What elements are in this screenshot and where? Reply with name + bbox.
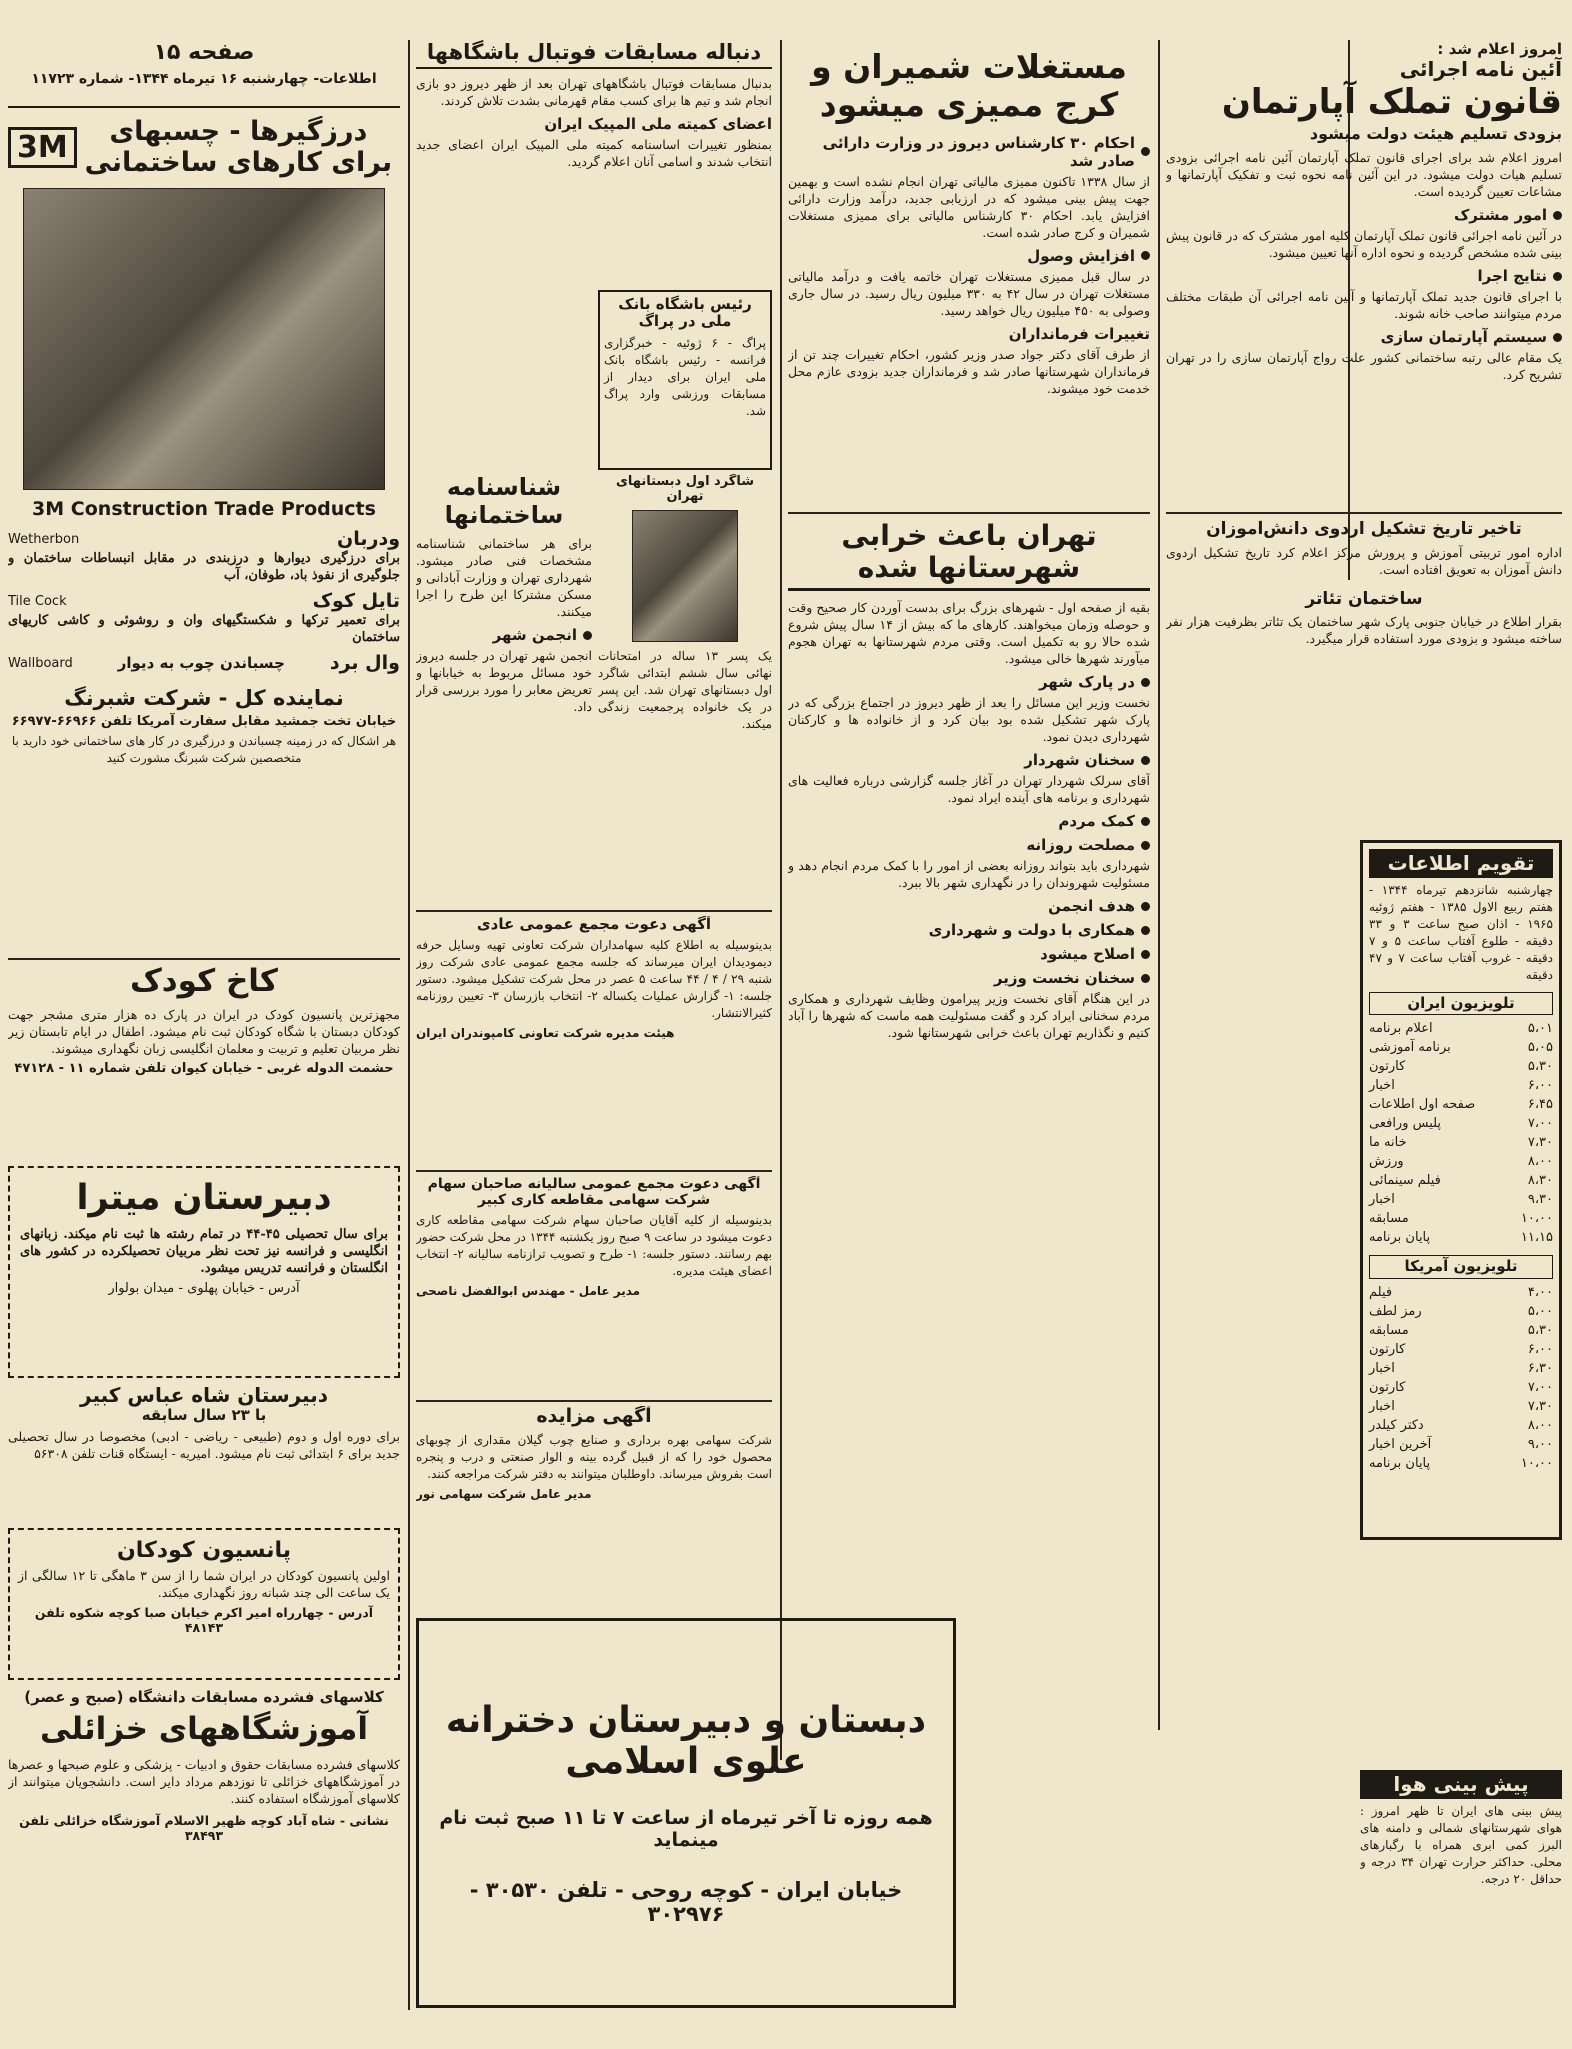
bullet-icon	[1141, 902, 1150, 911]
school-camp-article	[1166, 520, 1562, 820]
article-paragraph: یک مقام عالی رتبه ساختمانی کشور علت رواج آپارتمان سازی را در تهران تشریح کرد.	[1166, 350, 1562, 383]
3m-logo: 3M	[8, 127, 77, 168]
article-paragraph: بدنبال مسابقات فوتبال باشگاههای تهران بعد از ظهر دیروز دو بازی انجام شد و تیم ها برای کسب مقام قهرمانی بشدت تلاش کردند.	[416, 76, 772, 109]
tv-america-schedule	[1369, 1283, 1553, 1473]
article-headline: تهران باعث خرابی شهرستانها شده	[788, 520, 1150, 591]
product-item	[8, 590, 400, 646]
schedule-row: ۵،۰۱ اعلام برنامه	[1369, 1021, 1553, 1037]
product-text: برای درزگیری دیوارها و درزبندی در مقابل انبساطات ساختمان و جلوگیری از نفوذ باد، طوفان، آب	[8, 551, 400, 584]
top-student-article	[598, 474, 772, 904]
article-subheading: همکاری با دولت و شهرداری	[788, 921, 1150, 939]
article-subheading: اعضای کمیته ملی المپیک ایران	[544, 115, 772, 134]
shemiran-article	[788, 48, 1150, 508]
article-paragraph: انجمن شهر تهران در جلسه دیروز خود مسائل مربوط به خیابانها و تعریض معابر را مورد بررسی قرار داد.	[416, 648, 592, 715]
column-rule	[780, 40, 782, 1760]
3m-ad	[8, 116, 400, 956]
article-headline: قانون تملک آپارتمان	[1221, 82, 1562, 122]
product-item	[8, 528, 400, 584]
pansion-ad	[8, 1528, 400, 1680]
article-headline: ساختمان تئاتر	[1305, 588, 1423, 609]
calendar-text: چهارشنبه شانزدهم تیرماه ۱۳۴۴ - هفتم ربیع الاول ۱۳۸۵ - هفتم ژوئیه ۱۹۶۵ - اذان صبح ساعت ۳ و ۳۳ دقیقه - طلوع آفتاب ساعت ۵ و ۷ دقیقه - غروب آفتاب ساعت ۷ و ۴۷ دقیقه	[1369, 883, 1554, 982]
bullet-icon	[1553, 211, 1562, 220]
section-divider	[416, 910, 772, 912]
product-text: چسباندن چوب به دیوار	[117, 654, 285, 673]
article-deck: بزودی تسلیم هیئت دولت میشود	[1309, 124, 1562, 144]
product-text: برای تعمیر ترکها و شکستگیهای وان و روشوئی و کاشی کاریهای ساختمان	[8, 613, 400, 646]
schedule-row: ۱۱،۱۵ پایان برنامه	[1369, 1230, 1553, 1246]
article-kicker: امروز اعلام شد :	[1437, 40, 1562, 58]
calendar-box	[1360, 840, 1562, 1540]
ad-address: خیابان ایران - کوچه روحی - تلفن ۳۰۵۳۰ - ۳۰۲۹۷۶	[469, 1878, 903, 1927]
ad-kicker: کلاسهای فشرده مسابقات دانشگاه (صبح و عصر)	[24, 1688, 384, 1706]
worker-photo	[23, 188, 385, 490]
article-paragraph: بقیه از صفحه اول - شهرهای بزرگ برای بدست آوردن کار صحیح وقت و حوصله وزمان میخواهند. کارهای ما که بیش از ۱۴ سال پیش شروع شده حالا رو به تکمیل است. وقتی مردم شهرستانها به تهران هجوم میآورند شهرها خالی میشود.	[788, 600, 1150, 667]
schedule-row: ۶،۴۵ صفحه اول اطلاعات	[1369, 1097, 1553, 1113]
bullet-icon	[1141, 841, 1150, 850]
article-subheading: امور مشترک	[1166, 206, 1562, 224]
schedule-row: ۷،۰۰ پلیس ورافعی	[1369, 1116, 1553, 1132]
article-paragraph: در آئین نامه اجرائی قانون تملک آپارتمان کلیه امور مشترک که در قانون پیش بینی شده مشخص گردیده و نحوه اداره آنها تعیین میشود.	[1166, 228, 1562, 261]
ad-title: پانسیون کودکان	[116, 1538, 292, 1563]
product-line: 3M Construction Trade Products	[32, 498, 376, 521]
notice-general-meeting	[416, 916, 772, 1166]
article-paragraph: برای هر ساختمانی شناسنامه مشخصات فنی صادر میشود. شهرداری تهران و وزارت آبادانی و مسکن مشترکا این طرح را اجرا میکنند.	[416, 536, 592, 620]
schedule-row: ۸،۰۰ ورزش	[1369, 1154, 1553, 1170]
page-label: صفحه ۱۵	[153, 40, 255, 65]
article-paragraph: از طرف آقای دکتر جواد صدر وزیر کشور، احکام تغییرات چند تن از فرمانداران شهرستانها صادر شد و فرمانداران جدید بزودی عازم محل خدمت خود میشوند.	[788, 346, 1150, 396]
ad-address: حشمت الدوله غربی - خیابان کیوان تلفن شماره ۱۱ - ۴۷۱۲۸	[14, 1060, 394, 1076]
bullet-icon	[1553, 272, 1562, 281]
apartment-law-article	[1166, 40, 1562, 510]
schedule-row: ۵،۳۰ مسابقه	[1369, 1322, 1553, 1338]
product-item	[8, 652, 400, 674]
weather-box	[1360, 1770, 1562, 2010]
article-subhead: آئین نامه اجرائی	[1399, 57, 1562, 81]
article-subheading: افزایش وصول	[788, 247, 1150, 265]
article-paragraph: شهرداری باید بتواند روزانه بعضی از امور را با کمک مردم انجام دهد و مسئولیت شهروندان را در نگهداری شهر بالا ببرد.	[788, 858, 1150, 891]
article-subheading: اصلاح میشود	[788, 945, 1150, 963]
bullet-icon	[1141, 756, 1150, 765]
article-paragraph: از سال ۱۳۳۸ تاکنون ممیزی مالیاتی تهران انجام نشده است و بهمین جهت پیش بینی میشود که در ارزیابی جدید، درآمد وزارت دارائی افزایش یابد. احکام ۳۰ کارشناس مالیاتی برای ممیزی مستغلات شمیران و کرج صادر شده است.	[788, 173, 1150, 240]
football-article	[416, 40, 772, 320]
ad-title: کاخ کودک	[130, 964, 278, 999]
notice-title: آگهی مزایده	[536, 1406, 652, 1427]
schedule-row: ۶،۳۰ اخبار	[1369, 1360, 1553, 1376]
notice-signature: مدیر عامل شرکت سهامی نور	[416, 1486, 592, 1501]
notice-body: بدینوسیله از کلیه آقایان صاحبان سهام شرکت سهامی مقاطعه کاری دعوت میشود در ساعت ۹ صبح روز یکشنبه ۱۳۴۴ در محل شرکت حضور بهم رسانند. دستور جلسه: ۱- طرح و تصویب ترازنامه سالیانه ۲- انتخاب اعضای هیئت مدیره.	[416, 1213, 772, 1279]
article-headline: رئیس باشگاه بانک ملی در پراگ	[618, 295, 752, 331]
article-headline: شناسنامه ساختمانها	[444, 474, 564, 529]
section-divider	[416, 1170, 772, 1172]
schedule-row: ۶،۰۰ کارتون	[1369, 1341, 1553, 1357]
ad-title: دبیرستان شاه عباس کبیر	[80, 1384, 328, 1407]
column-rule	[1158, 40, 1160, 1730]
agent-note: هر اشکال که در زمینه چسباندن و درزگیری در کار های ساختمانی خود دارید با متخصصین شرکت شبرنگ مشورت کنید	[11, 734, 397, 766]
column-rule	[408, 40, 410, 2010]
product-name: وال برد	[329, 652, 400, 675]
notice-signature: هیئت مدیره شرکت تعاونی کامپوندران ایران	[416, 1026, 675, 1041]
ad-body: برای دوره اول و دوم (طبیعی - ریاضی - ادبی) مخصوصا در سال تحصیلی جدید برای ۶ ابتدائی ثبت نام میشود. امیریه - ایستگاه قنات تلفن ۵۶۳۰۸	[8, 1429, 400, 1462]
ad-address: نشانی - شاه آباد کوچه ظهیر الاسلام آموزشگاه خزائلی تلفن ۳۸۴۹۳	[19, 1812, 389, 1843]
schedule-row: ۹،۳۰ اخبار	[1369, 1192, 1553, 1208]
section-divider	[788, 512, 1150, 514]
schedule-row: ۷،۳۰ اخبار	[1369, 1398, 1553, 1414]
article-headline: دنباله مسابقات فوتبال باشگاهها	[416, 40, 772, 69]
bullet-icon	[1141, 950, 1150, 959]
ad-headline: درزگیرها - چسبهای برای کارهای ساختمانی	[84, 116, 393, 179]
article-body: امروز اعلام شد برای اجرای قانون تملک آپارتمان آئین نامه اجرائی بزودی تسلیم هیات دولت میشود. در این آئین نامه نحوه ثبت و تفکیک آپارتمانها و مشاعات تعیین گردیده است.	[1166, 150, 1562, 200]
product-latin: Wallboard	[8, 655, 73, 671]
schedule-row: ۸،۰۰ دکتر کیلدر	[1369, 1417, 1553, 1433]
ad-body: مجهزترین پانسیون کودک در ایران در پارک ده هزار متری مشجر جهت کودکان دبستان با شگاه کودکان ثبت نام میشود. اطفال در ایام تابستان زیر نظر مربیان تعلیم و تربیت و معلمان انگلیسی زبان نگهداری میشوند.	[8, 1006, 400, 1056]
tv-america-title: تلویزیون آمریکا	[1369, 1255, 1553, 1278]
ad-title: دبیرستان میترا	[76, 1178, 332, 1218]
bullet-icon	[583, 631, 592, 640]
schedule-row: ۶،۰۰ اخبار	[1369, 1078, 1553, 1094]
ad-body: برای سال تحصیلی ۴۵-۴۴ در تمام رشته ها ثبت نام میکند. زبانهای انگلیسی و فرانسه نیز تحت نظر مربیان تحصیلکرده در کشور های انگلستان و فرانسه تدریس میشود.	[20, 1227, 388, 1277]
ad-line: همه روزه تا آخر تیرماه از ساعت ۷ تا ۱۱ صبح ثبت نام مینماید	[439, 1807, 933, 1852]
article-paragraph: یک پسر ۱۳ ساله در امتحانات نهائی سال ششم ابتدائی شاگرد اول دبستانهای تهران شد. این پسر در یک خانواده پرجمعیت زندگی میکند.	[598, 649, 772, 731]
product-name: تایل کوک	[312, 590, 400, 613]
section-divider	[8, 958, 400, 960]
kakh-kudak-ad	[8, 964, 400, 1160]
bullet-icon	[1553, 333, 1562, 342]
article-subheading: سیستم آپارتمان سازی	[1166, 328, 1562, 346]
notice-body: بدینوسیله به اطلاع کلیه سهامداران شرکت تعاونی تهیه وسایل حرفه دیمودیدان ایران میرساند که جلسه مجمع عمومی عادی شرکت روز شنبه ۲۹ / ۴ / ۴۴ ساعت ۵ عصر در محل شرکت تشکیل میشود. دستور جلسه: ۱- گزارش عملیات یکساله ۲- انتخاب بازرسان ۳- تعیین روزنامه کثیرالانتشار.	[416, 938, 772, 1021]
article-paragraph: با اجرای قانون جدید تملک آپارتمانها و آئین نامه اجرائی آن طبقات مختلف مردم میتوانند صاحب خانه شوند.	[1166, 289, 1562, 322]
notice-title: آگهی دعوت مجمع عمومی عادی	[476, 916, 712, 933]
schedule-row: ۷،۳۰ خانه ما	[1369, 1135, 1553, 1151]
ad-address: آدرس - خیابان پهلوی - میدان بولوار	[108, 1281, 300, 1297]
schedule-row: ۹،۰۰ آخرین اخبار	[1369, 1436, 1553, 1452]
article-headline: تاخیر تاریخ تشکیل اردوی دانش‌آموزان	[1206, 520, 1522, 539]
ad-body: اولین پانسیون کودکان در ایران شما را از سن ۳ ماهگی تا ۱۲ سالگی از یک ساعت الی چند شبانه روز نگهداری میکند.	[18, 1568, 390, 1601]
article-paragraph: آقای سرلک شهردار تهران در آغاز جلسه گزارشی درباره فعالیت های شهرداری و برنامه های آینده ایراد نمود.	[788, 773, 1150, 806]
schedule-row: ۱۰،۰۰ مسابقه	[1369, 1211, 1553, 1227]
article-subheading: مصلحت روزانه	[788, 836, 1150, 854]
building-id-article	[416, 474, 592, 904]
weather-title: پیش بینی هوا	[1360, 1770, 1562, 1799]
product-latin: Tile Cock	[8, 593, 67, 609]
article-paragraph: نخست وزیر این مسائل را بعد از ظهر دیروز در اجتماع بزرگی که در پارک شهر تشکیل شده بود بیان کرد و از خانواده ها و کارکنان شهرداری دیدن نمود.	[788, 695, 1150, 745]
abbas-school-ad	[8, 1384, 400, 1524]
ad-title: آموزشگاههای خزائلی	[40, 1711, 368, 1747]
issue-line: اطلاعات- چهارشنبه ۱۶ تیرماه ۱۳۴۴- شماره ۱۱۷۲۳	[31, 71, 377, 88]
schedule-row: ۴،۰۰ فیلم	[1369, 1284, 1553, 1300]
article-subheading: کمک مردم	[788, 812, 1150, 830]
student-photo	[632, 510, 738, 642]
khazaeli-ad	[8, 1688, 400, 2010]
schedule-row: ۷،۰۰ کارتون	[1369, 1379, 1553, 1395]
article-subheading: در پارک شهر	[788, 673, 1150, 691]
agent-label: نماینده کل - شرکت شبرنگ	[64, 686, 344, 711]
mitra-school-ad	[8, 1166, 400, 1378]
notice-shareholders	[416, 1176, 772, 1396]
ad-subtitle: با ۲۳ سال سابقه	[141, 1406, 267, 1424]
section-divider	[416, 1400, 772, 1402]
schedule-row: ۵،۳۰ کارتون	[1369, 1059, 1553, 1075]
ad-body: کلاسهای فشرده مسابقات حقوق و ادبیات - پزشکی و علوم صبحها و عصرها در آموزشگاههای خزائلی تا نوزدهم مرداد دایر است. دانشجویان میتوانند از کلاسهای آموزشگاه استفاده کنند.	[8, 1756, 400, 1806]
bank-melli-box	[598, 290, 772, 470]
tehran-article	[788, 520, 1150, 1730]
tv-iran-schedule	[1369, 1019, 1553, 1247]
article-subheading: هدف انجمن	[788, 897, 1150, 915]
article-subheading: تغییرات فرمانداران	[1008, 324, 1150, 343]
notice-body: شرکت سهامی بهره برداری و صنایع چوب گیلان مقداری از چوبهای محصول خود را که از قبیل گرده بینه و الوار صنعتی و درب و پنجره است بفروش میرساند. داوطلبان میتوانند به دفتر شرکت مراجعه کنند.	[416, 1432, 772, 1481]
weather-text: پیش بینی های ایران تا ظهر امروز : هوای شهرستانهای شمالی و دامنه های البرز کمی ابری همراه با رگبارهای محلی. حداکثر حرارت تهران ۳۴ درجه و حداقل ۲۰ درجه.	[1360, 1804, 1562, 1886]
bullet-icon	[1141, 974, 1150, 983]
article-body: اداره امور تربیتی آموزش و پرورش مرکز اعلام کرد تاریخ تشکیل اردوی دانش آموزان به تعویق افتاده است.	[1166, 544, 1562, 577]
section-divider	[1166, 512, 1562, 514]
product-name: ودربان	[337, 528, 400, 551]
bullet-icon	[1141, 251, 1150, 260]
schedule-row: ۵،۰۰ رمز لطف	[1369, 1303, 1553, 1319]
notice-title: آگهی دعوت مجمع عمومی سالیانه صاحبان سهام شرکت سهامی مقاطعه کاری کبیر	[427, 1176, 761, 1209]
ad-address: آدرس - چهارراه امیر اکرم خیابان صبا کوچه شکوه تلفن ۴۸۱۴۳	[34, 1605, 374, 1636]
alavi-school-ad	[416, 1618, 956, 2008]
article-headline: شاگرد اول دبستانهای تهران	[615, 474, 755, 504]
article-paragraph: پراگ - ۶ ژوئیه - خبرگزاری فرانسه - رئیس باشگاه بانک ملی ایران برای دیدار از مسابقات ورزشی وارد پراگ شد.	[604, 335, 767, 418]
agent-address: خیابان تخت جمشید مقابل سفارت آمریکا تلفن ۶۶۹۶۶-۶۶۹۷۷	[11, 714, 397, 730]
article-subheading: سخنان شهردار	[788, 751, 1150, 769]
bullet-icon	[1141, 147, 1150, 156]
article-paragraph: در سال قبل ممیزی مستغلات تهران خاتمه یافت و درآمد مالیاتی مستغلات تهران در سال ۴۲ به ۳۳۰ میلیون ریال رسید. در سال جاری وصولی به ۴۵۰ میلیون ریال خواهد رسید.	[788, 268, 1150, 318]
calendar-title: تقویم اطلاعات	[1369, 849, 1553, 878]
masthead	[8, 40, 400, 108]
bullet-icon	[1141, 678, 1150, 687]
schedule-row: ۱۰،۰۰ پایان برنامه	[1369, 1455, 1553, 1471]
article-body: بقرار اطلاع در خیابان جنوبی پارک شهر ساختمان یک تئاتر بظرفیت هزار نفر ساخته میشود و بزودی مورد استفاده قرار میگیرد.	[1166, 614, 1562, 647]
tv-iran-title: تلویزیون ایران	[1369, 992, 1553, 1015]
article-subheading: انجمن شهر	[416, 626, 592, 644]
ad-title: دبستان و دبیرستان دخترانه علوی اسلامی	[445, 1699, 927, 1783]
product-latin: Wetherbon	[8, 531, 80, 547]
article-paragraph: در این هنگام آقای نخست وزیر پیرامون وظایف شهرداری و همکاری مردم سخنانی ایراد کرد و گفت مسئولیت همه ماست که شهرها را آباد کنیم و نگذاریم تهران باعث خرابی شهرستانها شود.	[788, 991, 1150, 1041]
article-headline: مستغلات شمیران و کرج ممیزی میشود	[811, 48, 1127, 124]
schedule-row: ۵،۰۵ برنامه آموزشی	[1369, 1040, 1553, 1056]
article-paragraph: بمنظور تغییرات اساسنامه کمیته ملی المپیک ایران اعضای جدید انتخاب شدند و اسامی آنان اعلام گردید.	[416, 137, 772, 170]
notice-signature: مدیر عامل - مهندس ابوالفضل ناصحی	[416, 1284, 641, 1299]
bullet-icon	[1141, 926, 1150, 935]
bullet-icon	[1141, 817, 1150, 826]
notice-auction	[416, 1406, 772, 1606]
article-subheading: سخنان نخست وزیر	[788, 969, 1150, 987]
article-subheading: احکام ۳۰ کارشناس دیروز در وزارت دارائی صادر شد	[788, 134, 1150, 170]
article-subheading: نتایج اجرا	[1166, 267, 1562, 285]
schedule-row: ۸،۳۰ فیلم سینمائی	[1369, 1173, 1553, 1189]
